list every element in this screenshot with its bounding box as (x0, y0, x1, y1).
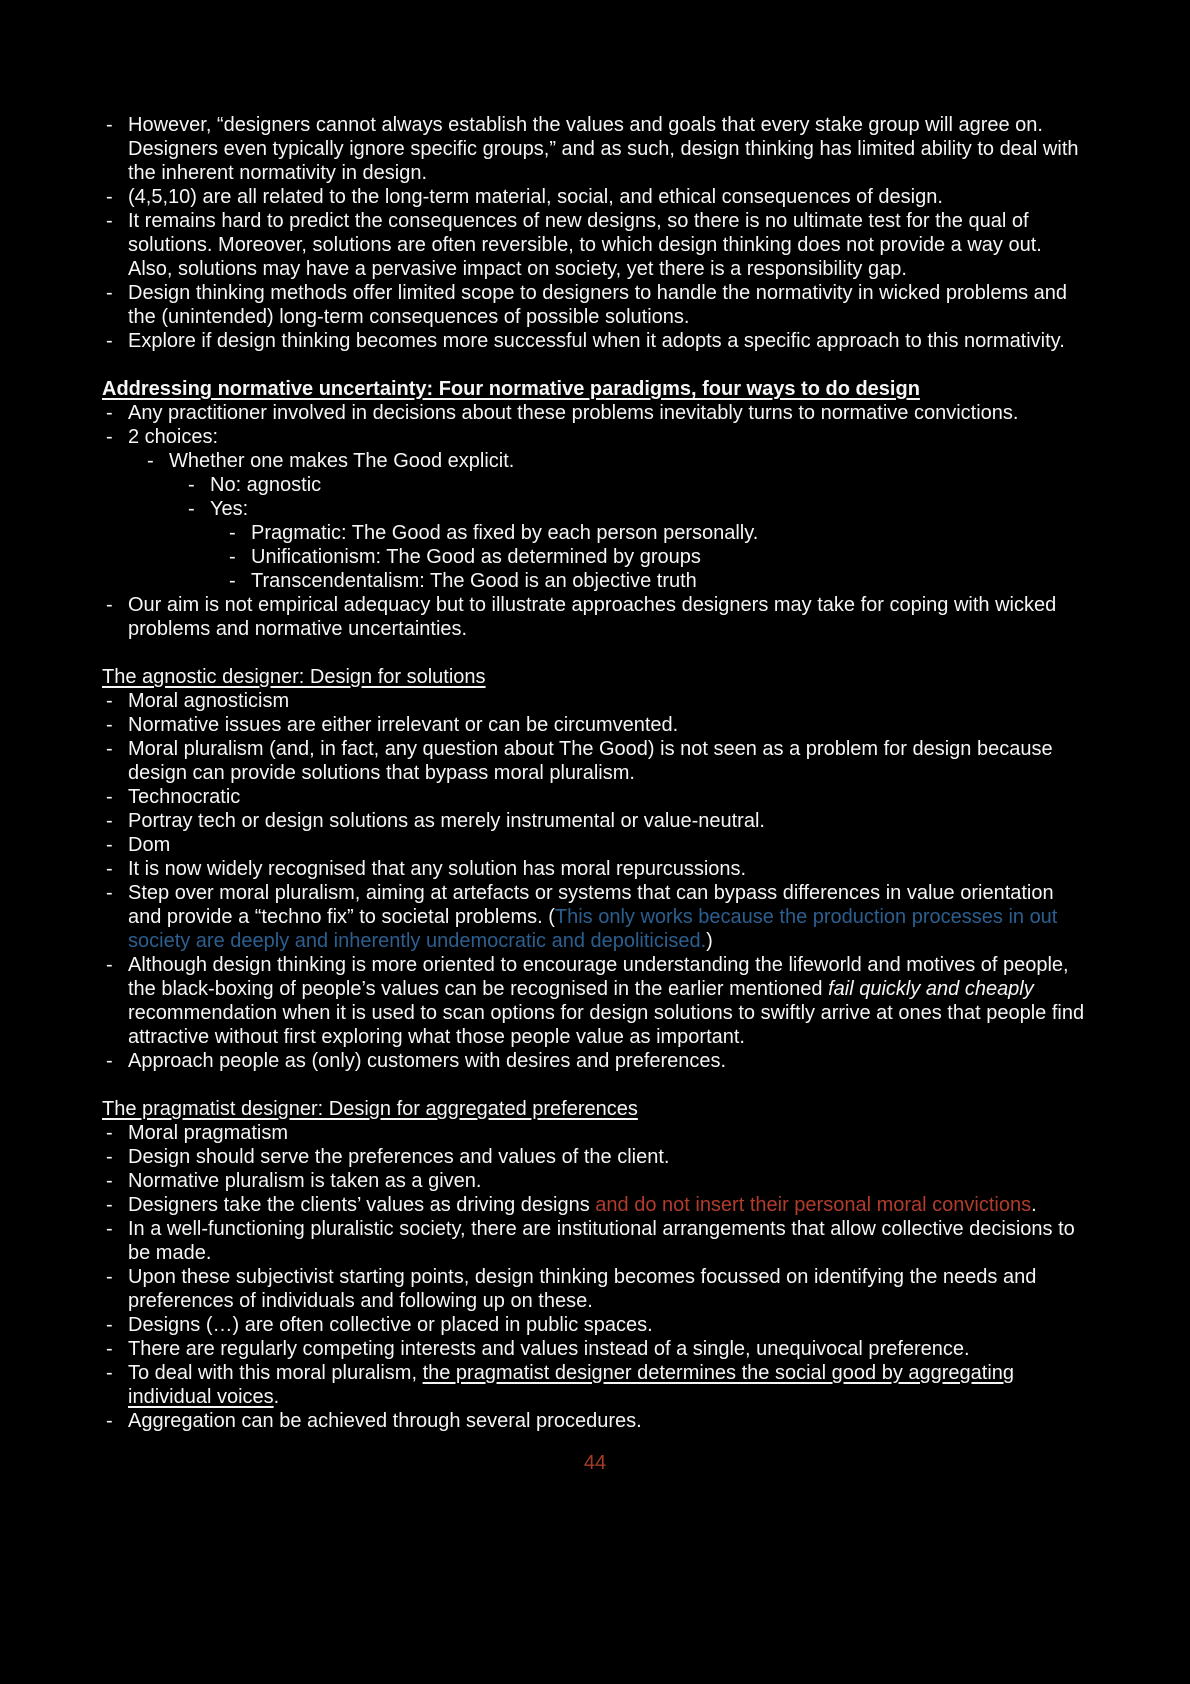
text-segment: . (273, 1386, 280, 1408)
bullet-dash: - (106, 1218, 113, 1240)
text-segment: Designs (…) are often collective or placed in public spaces. (128, 1314, 653, 1336)
bullet-item (106, 329, 1090, 353)
bullet-text (169, 449, 1090, 473)
bullet-text (128, 833, 1090, 857)
bullet-text (251, 545, 1090, 569)
text-segment: Addressing normative uncertainty: Four normative paradigms, four ways to do design (102, 378, 920, 400)
text-segment: Pragmatic: The Good as fixed by each person personally. (251, 522, 759, 544)
bullet-dash: - (106, 1338, 113, 1360)
text-segment: Technocratic (128, 786, 241, 808)
text-segment: It remains hard to predict the consequences of new designs, so there is no ultimate test for the qual of solutions. Moreover, solutions are often reversible, to which design thinking does not provide a way out. Also, solutions may have a pervasive impact on society, yet there is a responsibility gap. (128, 210, 1042, 280)
section-heading (102, 377, 1090, 401)
text-segment: To deal with this moral pluralism, (128, 1362, 423, 1384)
bullet-dash: - (106, 690, 113, 712)
bullet-text (128, 1169, 1090, 1193)
text-segment: Design should serve the preferences and values of the client. (128, 1146, 670, 1168)
text-segment: Design thinking methods offer limited scope to designers to handle the normativity in wicked problems and the (unintended) long-term consequences of possible solutions. (128, 282, 1068, 328)
text-segment: Normative pluralism is taken as a given. (128, 1170, 482, 1192)
bullet-item (106, 953, 1090, 1049)
bullet-dash: - (106, 1170, 113, 1192)
bullet-text (128, 401, 1090, 425)
bullet-text (128, 1217, 1090, 1265)
bullet-item (106, 1361, 1090, 1409)
bullet-item (106, 833, 1090, 857)
bullet-item (106, 1145, 1090, 1169)
bullet-text (251, 521, 1090, 545)
bullet-text (128, 953, 1090, 1049)
text-segment: Designers take the clients’ values as driving designs (128, 1194, 596, 1216)
text-segment: The agnostic designer: Design for solutions (102, 666, 486, 688)
bullet-dash: - (106, 882, 113, 904)
bullet-text (210, 473, 1090, 497)
bullet-item (106, 737, 1090, 785)
bullet-item (188, 497, 1090, 521)
blank-line (102, 641, 1090, 665)
text-segment: Yes: (210, 498, 249, 520)
bullet-item (106, 1121, 1090, 1145)
bullet-text (128, 1193, 1090, 1217)
text-segment-underline: the pragmatist designer determines the social good by aggregating individual voices (128, 1362, 1015, 1408)
text-segment: It is now widely recognised that any solution has moral repurcussions. (128, 858, 747, 880)
text-segment: Upon these subjectivist starting points, design thinking becomes focussed on identifying the needs and preferences of individuals and following up on these. (128, 1266, 1037, 1312)
text-segment: However, “designers cannot always establish the values and goals that every stake group will agree on. Designers even typically ignore specific groups,” and as such, design thinking has limited ability to deal with the inherent normativity in design. (128, 114, 1079, 184)
bullet-dash: - (106, 954, 113, 976)
bullet-item (106, 1169, 1090, 1193)
bullet-item (147, 449, 1090, 473)
bullet-text (128, 1313, 1090, 1337)
text-segment: Aggregation can be achieved through several procedures. (128, 1410, 642, 1432)
text-segment-blue: This only works because the production processes in out society are deeply and inherently undemocratic and depoliticised. (128, 906, 1058, 952)
blank-line (102, 353, 1090, 377)
text-segment: The pragmatist designer: Design for aggregated preferences (102, 1098, 638, 1120)
bullet-dash: - (106, 1122, 113, 1144)
bullet-dash: - (106, 858, 113, 880)
bullet-item (106, 209, 1090, 281)
bullet-text (251, 569, 1090, 593)
text-segment: Whether one makes The Good explicit. (169, 450, 515, 472)
bullet-dash: - (229, 570, 236, 592)
bullet-item (106, 689, 1090, 713)
bullet-dash: - (106, 426, 113, 448)
text-segment: No: agnostic (210, 474, 322, 496)
bullet-item (106, 1193, 1090, 1217)
bullet-dash: - (106, 114, 113, 136)
text-segment: . (1031, 1194, 1037, 1216)
text-segment-red: and do not insert their personal moral convictions (595, 1194, 1032, 1216)
text-segment: Moral agnosticism (128, 690, 290, 712)
bullet-item (106, 1313, 1090, 1337)
bullet-text (210, 497, 1090, 521)
bullet-dash: - (106, 1050, 113, 1072)
text-segment: There are regularly competing interests and values instead of a single, unequivocal preference. (128, 1338, 970, 1360)
text-segment: recommendation when it is used to scan options for design solutions to swiftly arrive at ones that people find attractive without first exploring what those people value as important. (128, 1002, 1085, 1048)
bullet-dash: - (106, 834, 113, 856)
bullet-text (128, 689, 1090, 713)
text-segment: (4,5,10) are all related to the long-term material, social, and ethical consequences of design. (128, 186, 943, 208)
bullet-item (106, 113, 1090, 185)
bullet-item (106, 713, 1090, 737)
bullet-dash: - (188, 498, 195, 520)
bullet-item (106, 1409, 1090, 1433)
text-segment: Unificationism: The Good as determined by groups (251, 546, 701, 568)
text-segment: Moral pluralism (and, in fact, any question about The Good) is not seen as a problem for design because design can provide solutions that bypass moral pluralism. (128, 738, 1053, 784)
bullet-item (106, 401, 1090, 425)
text-segment: Any practitioner involved in decisions about these problems inevitably turns to normative convictions. (128, 402, 1019, 424)
bullet-dash: - (106, 186, 113, 208)
bullet-text (128, 425, 1090, 449)
bullet-dash: - (147, 450, 154, 472)
bullet-text (128, 329, 1090, 353)
text-segment: Normative issues are either irrelevant or can be circumvented. (128, 714, 679, 736)
bullet-item (188, 473, 1090, 497)
bullet-dash: - (106, 786, 113, 808)
bullet-text (128, 1265, 1090, 1313)
bullet-text (128, 185, 1090, 209)
bullet-dash: - (106, 1146, 113, 1168)
text-segment: In a well-functioning pluralistic society, there are institutional arrangements that allow collective decisions to be made. (128, 1218, 1075, 1264)
bullet-dash: - (229, 522, 236, 544)
text-segment: Approach people as (only) customers with desires and preferences. (128, 1050, 727, 1072)
bullet-text (128, 1409, 1090, 1433)
bullet-item (229, 545, 1090, 569)
text-segment: Moral pragmatism (128, 1122, 289, 1144)
blank-line (102, 1073, 1090, 1097)
bullet-text (128, 809, 1090, 833)
bullet-item (106, 425, 1090, 449)
page-number: 44 (583, 1452, 607, 1474)
bullet-text (128, 857, 1090, 881)
bullet-text (128, 1337, 1090, 1361)
bullet-dash: - (106, 1266, 113, 1288)
text-segment: Dom (128, 834, 171, 856)
bullet-dash: - (106, 282, 113, 304)
bullet-item (106, 281, 1090, 329)
bullet-dash: - (106, 1362, 113, 1384)
bullet-text (128, 281, 1090, 329)
bullet-item (106, 857, 1090, 881)
bullet-text (128, 713, 1090, 737)
bullet-text (128, 1145, 1090, 1169)
bullet-dash: - (106, 1314, 113, 1336)
bullet-item (106, 185, 1090, 209)
bullet-dash: - (106, 210, 113, 232)
text-segment: Step over moral pluralism, aiming at artefacts or systems that can bypass differences in value orientation and provide a “techno fix” to societal problems. ( (128, 882, 1054, 928)
bullet-dash: - (229, 546, 236, 568)
section-heading (102, 1097, 1090, 1121)
bullet-text (128, 881, 1090, 953)
bullet-dash: - (106, 810, 113, 832)
text-segment: ) (706, 930, 713, 952)
bullet-dash: - (106, 1410, 113, 1432)
bullet-item (229, 569, 1090, 593)
bullet-dash: - (188, 474, 195, 496)
bullet-text (128, 1121, 1090, 1145)
text-segment-italic: fail quickly and cheaply (828, 978, 1034, 1000)
bullet-dash: - (106, 1194, 113, 1216)
bullet-item (106, 1337, 1090, 1361)
bullet-text (128, 785, 1090, 809)
bullet-text (128, 737, 1090, 785)
text-segment: Transcendentalism: The Good is an objective truth (251, 570, 697, 592)
bullet-dash: - (106, 594, 113, 616)
text-segment: Although design thinking is more oriented to encourage understanding the lifeworld and motives of people, the black-boxing of people’s values can be recognised in the earlier mentioned (128, 954, 1069, 1000)
bullet-text (128, 113, 1090, 185)
text-segment: Our aim is not empirical adequacy but to illustrate approaches designers may take for coping with wicked problems and normative uncertainties. (128, 594, 1057, 640)
bullet-text (128, 209, 1090, 281)
bullet-text (128, 1361, 1090, 1409)
text-segment: 2 choices: (128, 426, 219, 448)
section-heading (102, 665, 1090, 689)
bullet-item (106, 1217, 1090, 1265)
text-segment: Explore if design thinking becomes more successful when it adopts a specific approach to this normativity. (128, 330, 1065, 352)
bullet-item (229, 521, 1090, 545)
bullet-item (106, 1049, 1090, 1073)
bullet-text (128, 1049, 1090, 1073)
bullet-item (106, 785, 1090, 809)
text-segment: Portray tech or design solutions as merely instrumental or value-neutral. (128, 810, 765, 832)
bullet-item (106, 809, 1090, 833)
bullet-text (128, 593, 1090, 641)
bullet-item (106, 593, 1090, 641)
bullet-item (106, 881, 1090, 953)
bullet-dash: - (106, 330, 113, 352)
bullet-dash: - (106, 738, 113, 760)
bullet-item (106, 1265, 1090, 1313)
bullet-dash: - (106, 402, 113, 424)
bullet-dash: - (106, 714, 113, 736)
